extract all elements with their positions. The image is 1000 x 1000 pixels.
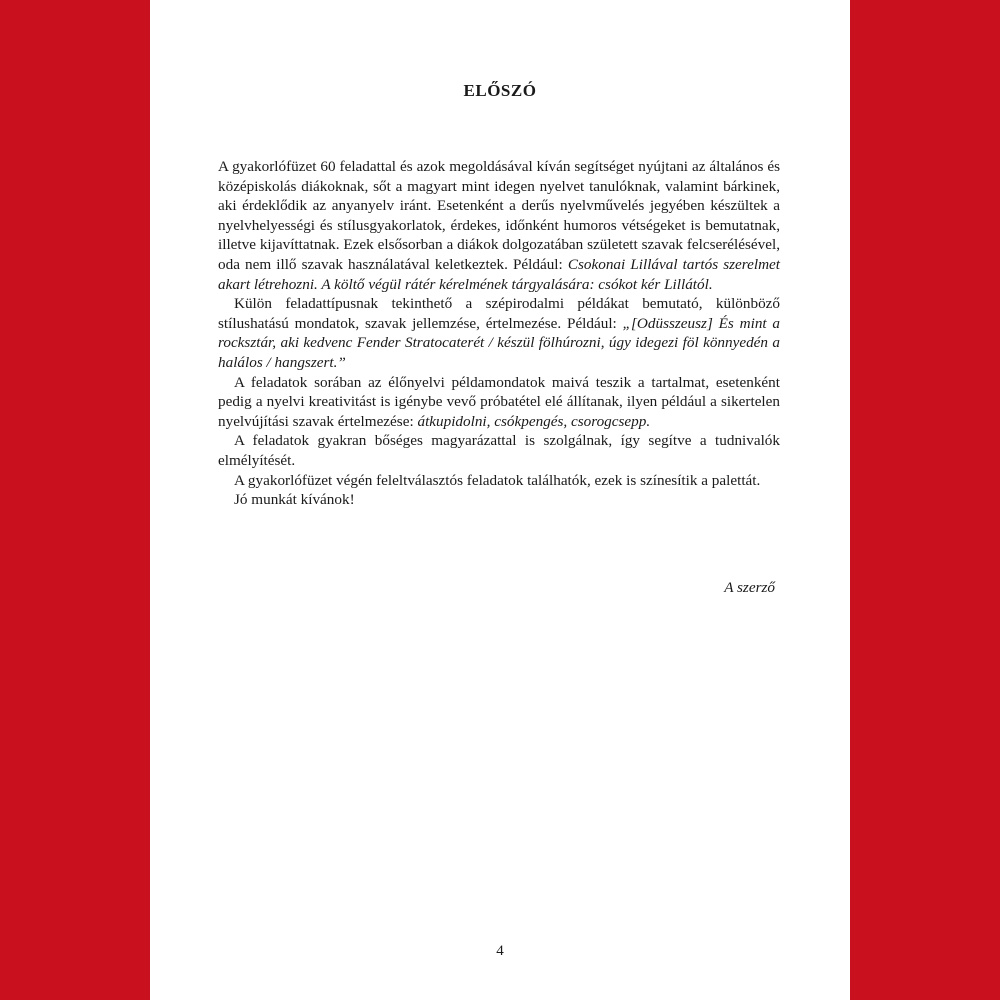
paragraph-3-example: átkupidolni, csókpengés, csorogcsepp. [417,412,651,430]
paragraph-2-example: „[Odüsszeusz] És mint a rocksztár, aki kedvenc Fender Stratocaterét / készül fölhúrozni, úgy idegezi föl könnyedén a halálos / hangszert.” [218,314,781,371]
paragraph-2 [218,294,780,372]
author-signature: A szerző [724,579,775,596]
paragraph-2-text: Külön feladattípusnak tekinthető a szépirodalmi példákat bemutató, különböző stílushatású mondatok, szavak jellemzése, értelmezése. Például: [218,295,780,332]
paragraph-4: A feladatok gyakran bőséges magyarázattal is szolgálnak, így segítve a tudnivalók elmélyítését. [218,432,780,469]
paragraph-1-example: Csokonai Lillával tartós szerelmet akart létrehozni. A költő végül rátér kérelmének tárgyalására: csókot kér Lillától. [218,255,781,293]
document-page [150,0,850,1000]
right-red-border [850,0,1000,1000]
paragraph-1-text: A gyakorlófüzet 60 feladattal és azok megoldásával kíván segítséget nyújtani az általános és középiskolás diákoknak, sőt a magyart mint idegen nyelvet tanulóknak, valamint bárkinek, aki érdeklődik az anyanyelv iránt. Esetenként a derűs nyelvművelés jegyében készültek a nyelvhelyességi és stílusgyakorlatok, érdekes, időnként humoros vétségeket is bemutatnak, illetve kijavíttatnak. Ezek elsősorban a diákok dolgozatában született szavak felcserélésével, oda nem illő szavak használatával keletkeztek. Például: [218,158,780,273]
page-number: 4 [496,943,504,959]
preface-body [218,157,780,510]
left-red-border [0,0,150,1000]
paragraph-1 [218,157,780,294]
page-title: ELŐSZÓ [463,81,537,100]
paragraph-3-text: A feladatok sorában az élőnyelvi példamondatok maivá teszik a tartalmat, esetenként pedig a nyelvi kreativitást is igénybe vevő próbatétel elé állítanak, ilyen például a sikertelen nyelvújítási szavak értelmezése: [218,373,780,430]
paragraph-5: A gyakorlófüzet végén feleltválasztós feladatok találhatók, ezek is színesítik a palettát. [234,471,761,489]
paragraph-3 [218,373,780,432]
paragraph-6: Jó munkát kívánok! [234,491,355,509]
